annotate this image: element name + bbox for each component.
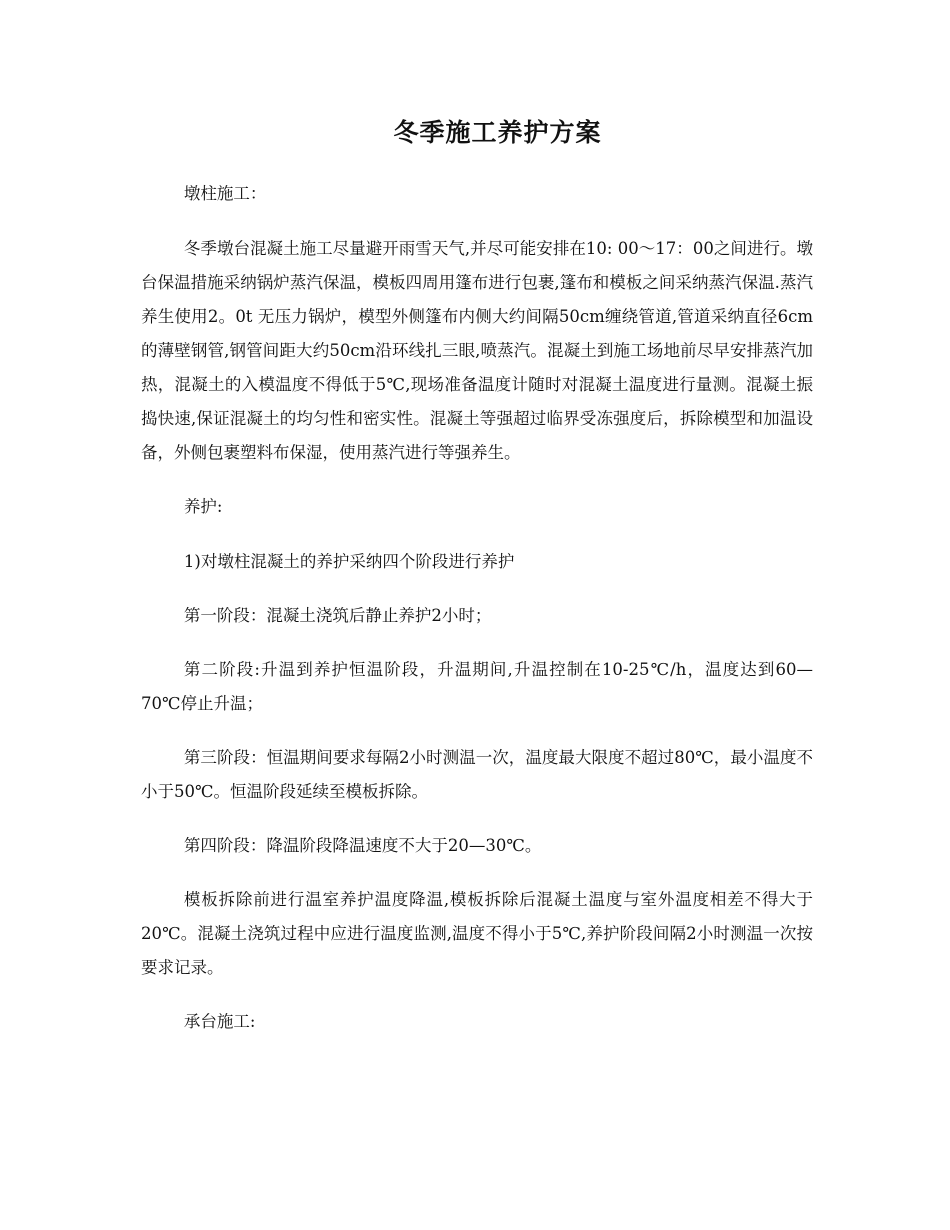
- section-heading-pier: 墩柱施工：: [183, 184, 267, 203]
- document-body: [141, 177, 813, 1060]
- document-title: 冬季施工养护方案: [393, 118, 602, 147]
- paragraph-formwork-removal: 模板拆除前进行温室养护温度降温,模板拆除后混凝土温度与室外温度相差不得大于20℃。混凝土浇筑过程中应进行温度监测,温度不得小于5℃,养护阶段间隔2小时测温一次按要求记录。: [141, 890, 813, 977]
- paragraph-curing-stages-intro: 1)对墩柱混凝土的养护采纳四个阶段进行养护: [183, 552, 515, 571]
- paragraph-stage-four: 第四阶段：降温阶段降温速度不大于20—30℃。: [183, 836, 542, 855]
- section-heading-cap: 承台施工:: [183, 1012, 256, 1031]
- paragraph-stage-two: 第二阶段:升温到养护恒温阶段，升温期间,升温控制在10-25℃/h，温度达到60—70℃停止升温；: [141, 660, 813, 713]
- paragraph-stage-three: 第三阶段：恒温期间要求每隔2小时测温一次，温度最大限度不超过80℃，最小温度不小于50℃。恒温阶段延续至模板拆除。: [141, 748, 813, 801]
- section-heading-curing: 养护:: [183, 497, 223, 516]
- paragraph-pier-winter-method: 冬季墩台混凝土施工尽量避开雨雪天气,并尽可能安排在10: 00～17：00之间进行。墩台保温措施采纳锅炉蒸汽保温，模板四周用篷布进行包裹,篷布和模板之间采纳蒸汽保温.蒸汽养生使用2。0t 无压力锅炉，模型外侧篷布内侧大约间隔50cm缠绕管道,管道采纳直径6cm的薄壁钢管,钢管间距大约50cm沿环线扎三眼,喷蒸汽。混凝土到施工场地前尽早安排蒸汽加热，混凝土的入模温度不得低于5℃,现场准备温度计随时对混凝土温度进行量测。混凝土振捣快速,保证混凝土的均匀性和密实性。混凝土等强超过临界受冻强度后，拆除模型和加温设备，外侧包裹塑料布保湿，使用蒸汽进行等强养生。: [141, 239, 813, 462]
- paragraph-stage-one: 第一阶段：混凝土浇筑后静止养护2小时；: [183, 606, 492, 625]
